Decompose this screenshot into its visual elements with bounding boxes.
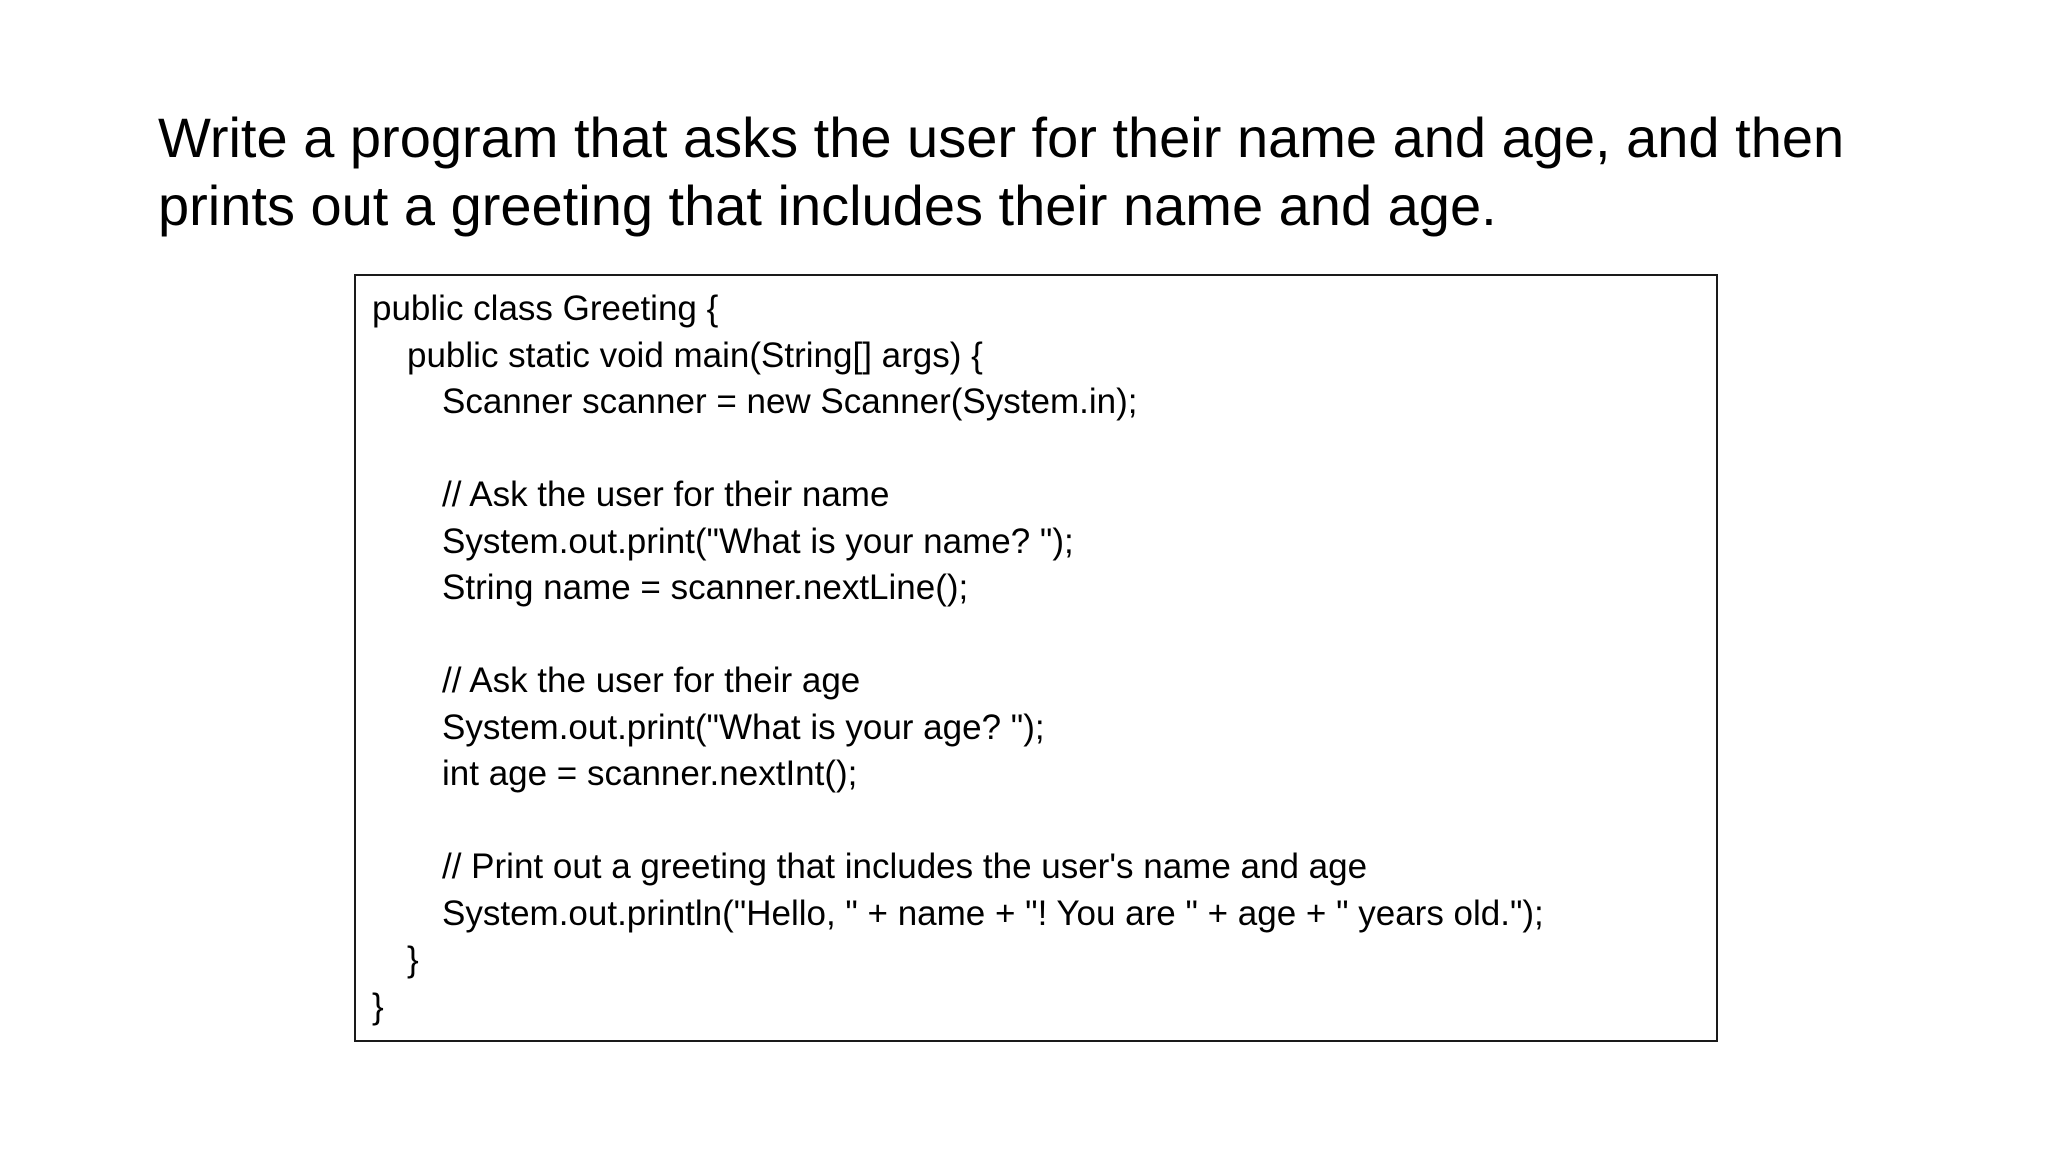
code-line-comment-age: // Ask the user for their age [442, 661, 861, 700]
code-line-blank [372, 612, 1716, 659]
prompt-line-1: Write a program that asks the user for their name and age, and then [158, 106, 1845, 169]
code-line-read-name: String name = scanner.nextLine(); [442, 568, 969, 607]
code-line-scanner-init: Scanner scanner = new Scanner(System.in); [442, 382, 1138, 421]
code-line-print-name-prompt: System.out.print("What is your name? "); [442, 521, 1074, 561]
code-line-read-age: int age = scanner.nextInt(); [442, 754, 858, 793]
code-line-class-declaration: public class Greeting { [372, 289, 719, 328]
code-line-blank [372, 798, 1716, 845]
code-line-comment-greeting: // Print out a greeting that includes the user's name and age [442, 847, 1368, 886]
code-line-close-class: } [372, 986, 384, 1026]
code-line-print-greeting: System.out.println("Hello, " + name + "! You are " + age + " years old."); [442, 893, 1544, 933]
code-line-main-method: public static void main(String[] args) { [407, 335, 983, 375]
code-line-blank [372, 426, 1716, 473]
exercise-prompt [158, 104, 1958, 240]
code-block [354, 274, 1718, 1042]
code-line-close-method: } [407, 940, 419, 979]
code-line-comment-name: // Ask the user for their name [442, 475, 890, 514]
code-line-print-age-prompt: System.out.print("What is your age? "); [442, 707, 1045, 747]
prompt-line-2: prints out a greeting that includes their name and age. [158, 174, 1497, 237]
